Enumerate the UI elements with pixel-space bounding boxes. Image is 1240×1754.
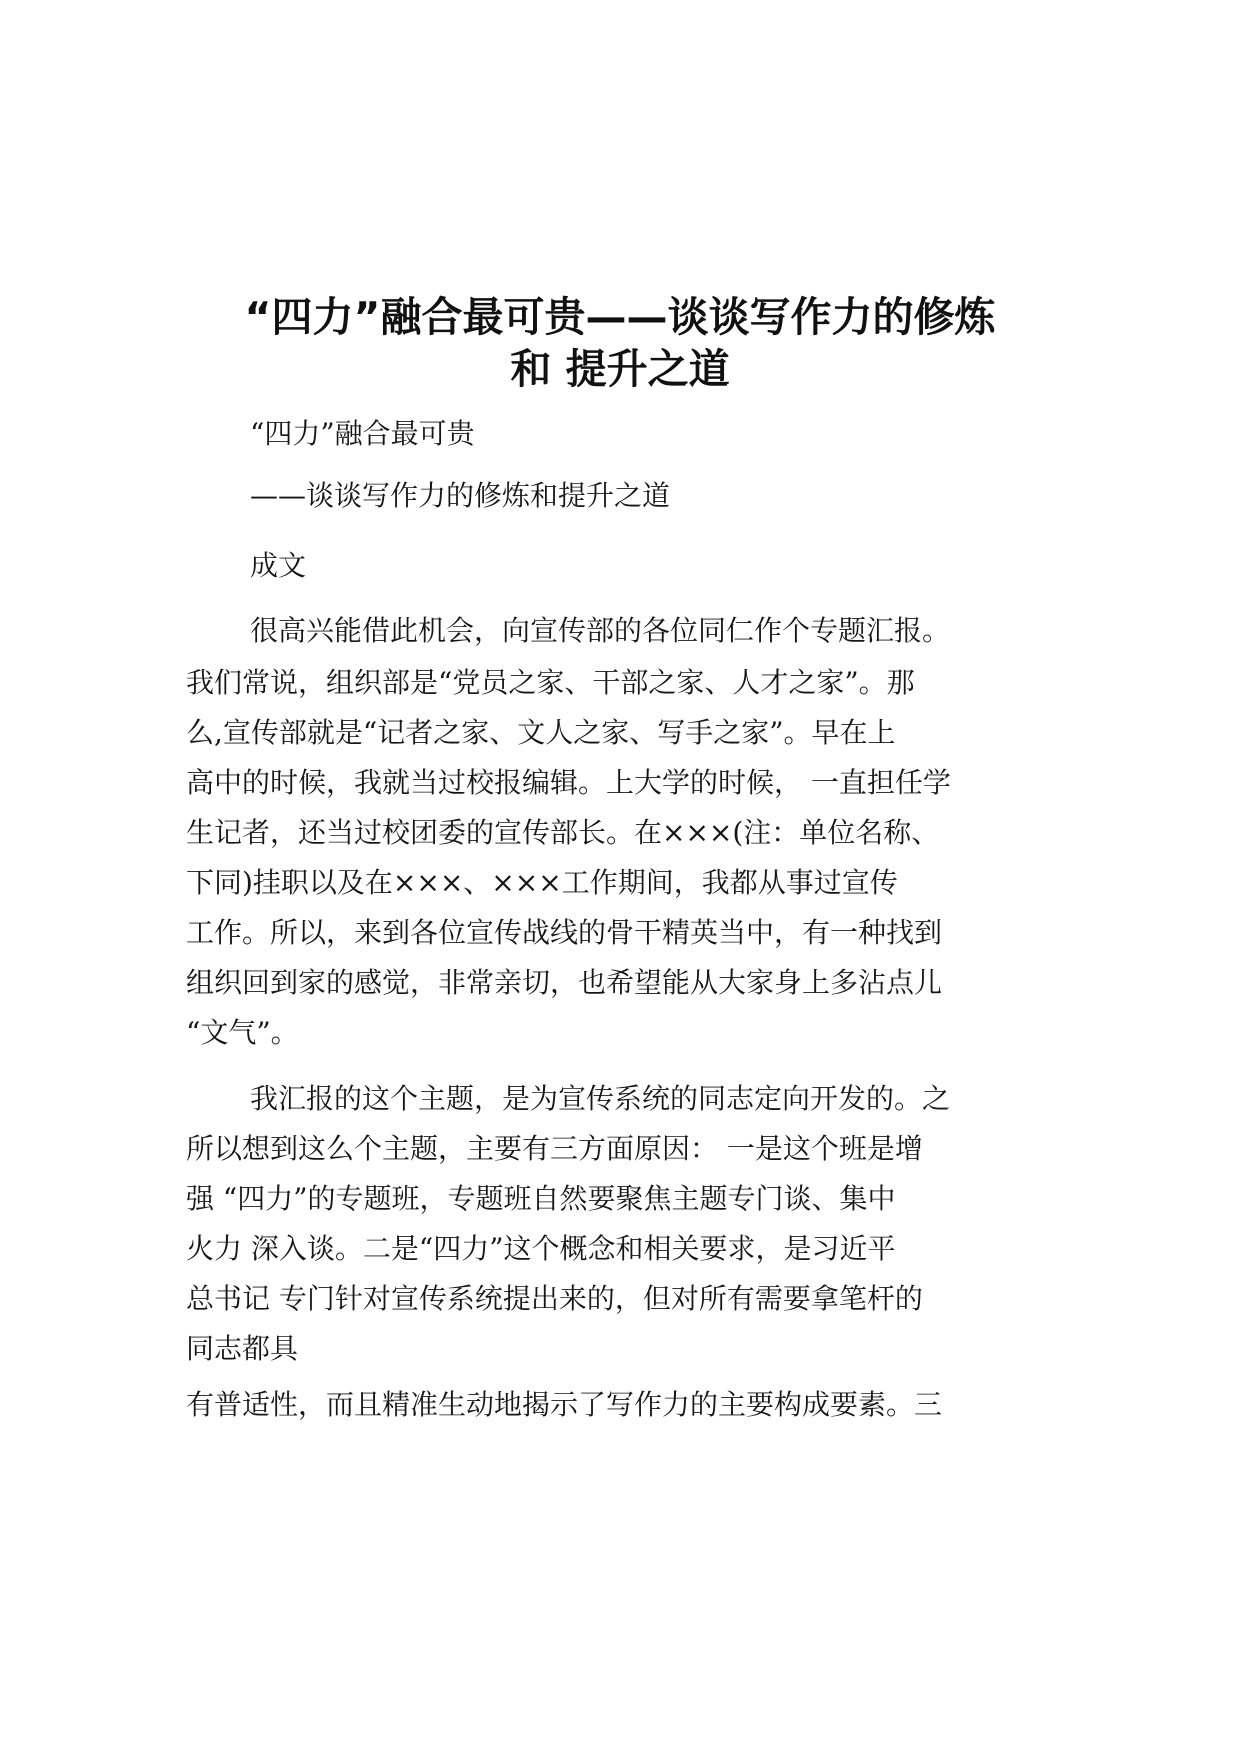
paragraph-2-line: 强 “四力”的专题班，专题班自然要聚焦主题专门谈、集中	[186, 1182, 896, 1215]
paragraph-1-line: 工作。所以，来到各位宣传战线的骨干精英当中，有一种找到	[186, 916, 943, 949]
paragraph-1-line: 下同)挂职以及在×××、×××工作期间，我都从事过宣传	[186, 866, 898, 899]
author-name: 成文	[250, 549, 307, 582]
paragraph-2-line: 有普适性，而且精准生动地揭示了写作力的主要构成要素。三	[186, 1388, 943, 1421]
paragraph-2-line: 总书记 专门针对宣传系统提出来的，但对所有需要拿笔杆的	[186, 1282, 923, 1315]
paragraph-1-line: 高中的时候，我就当过校报编辑。上大学的时候， 一直担任学	[186, 766, 951, 799]
paragraph-1-line: 生记者，还当过校团委的宣传部长。在×××(注：单位名称、	[186, 816, 940, 849]
paragraph-1-line: 很高兴能借此机会，向宣传部的各位同仁作个专题汇报。	[250, 614, 951, 647]
paragraph-2-line: 同志都具	[186, 1332, 299, 1365]
paragraph-2-line: 所以想到这么个主题，主要有三方面原因： 一是这个班是增	[186, 1132, 923, 1165]
subtitle-line-1: “四力”融合最可贵	[250, 417, 475, 450]
paragraph-2-line: 我汇报的这个主题，是为宣传系统的同志定向开发的。之	[250, 1082, 951, 1115]
paragraph-1-line: “文气”。	[186, 1016, 299, 1049]
document-title-line-1: “四力”融合最可贵——谈谈写作力的修炼	[244, 293, 996, 341]
document-title-line-2: 和 提升之道	[510, 345, 730, 393]
paragraph-1-line: 么,宣传部就是“记者之家、文人之家、写手之家”。早在上	[186, 716, 896, 749]
paragraph-1-line: 组织回到家的感觉，非常亲切，也希望能从大家身上多沾点儿	[186, 966, 943, 999]
subtitle-line-2: ——谈谈写作力的修炼和提升之道	[250, 479, 671, 512]
paragraph-2-line: 火力 深入谈。二是“四力”这个概念和相关要求，是习近平	[186, 1232, 896, 1265]
paragraph-1-line: 我们常说，组织部是“党员之家、干部之家、人才之家”。那	[186, 666, 915, 699]
